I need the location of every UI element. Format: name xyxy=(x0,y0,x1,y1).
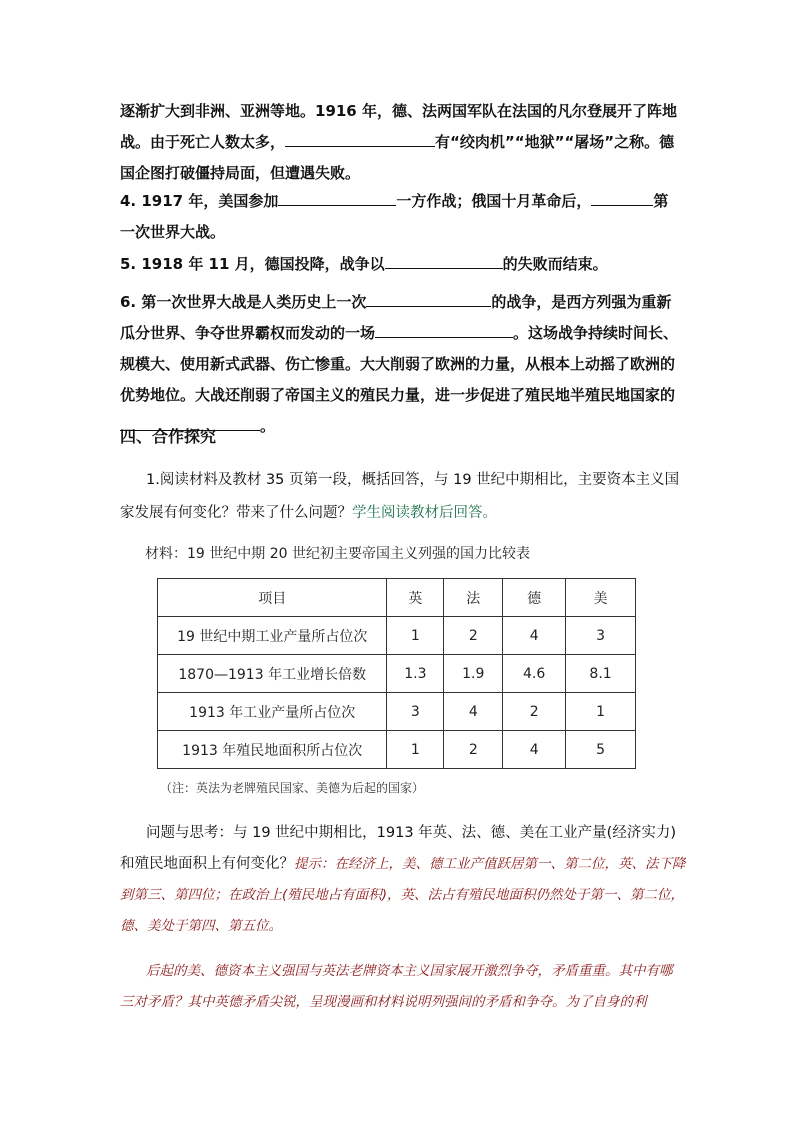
table-cell: 1.3 xyxy=(387,655,444,693)
table-row xyxy=(158,655,636,693)
table-header-cell: 法 xyxy=(444,579,503,617)
fill-blank[interactable] xyxy=(385,254,503,269)
question-2 xyxy=(120,818,690,942)
section-heading: 四、合作探究 xyxy=(120,427,217,446)
paragraph-text: 的失败而结束。 xyxy=(502,255,608,273)
fill-blank[interactable] xyxy=(278,191,396,206)
table-header-cell: 项目 xyxy=(158,579,387,617)
table-cell: 4 xyxy=(444,693,503,731)
fill-blank[interactable] xyxy=(285,132,435,147)
table-header-row xyxy=(158,579,636,617)
table-row xyxy=(158,617,636,655)
paragraph-item-5 xyxy=(120,249,680,280)
question-1 xyxy=(120,464,690,530)
fill-blank[interactable] xyxy=(366,292,491,307)
table-cell: 2 xyxy=(444,731,503,769)
table-header-cell: 德 xyxy=(503,579,566,617)
paragraph-text: 有“绞肉机”“地狱”“屠场”之称。德国企图打破僵持局面，但遭遇失败。 xyxy=(120,133,675,182)
paragraph-text: 第一次世界大战。 xyxy=(120,192,669,241)
table-cell: 4 xyxy=(503,731,566,769)
table-cell: 3 xyxy=(566,617,636,655)
question-text: 问题与思考：与 19 世纪中期相比，1913 年英、法、德、美在工业产量(经济实力)和殖民地面积上有何变化？ xyxy=(120,825,676,872)
question-hint: 提示：在经济上，美、德工业产值跃居第一、第二位，英、法下降到第三、第四位；在政治上(殖民地占有面积)，英、法占有殖民地面积仍然处于第一、第二位，德、美处于第四、第五位。 xyxy=(120,856,686,934)
table-header-cell: 英 xyxy=(387,579,444,617)
table-cell: 8.1 xyxy=(566,655,636,693)
question-text: 1.阅读材料及教材 35 页第一段，概括回答，与 19 世纪中期相比，主要资本主义国家发展有何变化？带来了什么问题？ xyxy=(120,472,680,521)
comparison-table xyxy=(157,578,636,769)
paragraph-text: 5. 1918 年 11 月，德国投降，战争以 xyxy=(120,255,385,273)
table-cell: 2 xyxy=(503,693,566,731)
table-cell: 2 xyxy=(444,617,503,655)
table-header-cell: 美 xyxy=(566,579,636,617)
paragraph-text: 一方作战；俄国十月革命后， xyxy=(396,192,592,210)
table-note: （注：英法为老牌殖民国家、美德为后起的国家） xyxy=(160,781,425,795)
table-cell: 1.9 xyxy=(444,655,503,693)
table-cell: 5 xyxy=(566,731,636,769)
paragraph-item-6 xyxy=(120,287,680,442)
table-row xyxy=(158,693,636,731)
paragraph-rivalry: 后起的美、德资本主义强国与英法老牌资本主义国家展开激烈争夺，矛盾重重。其中有哪三对矛盾？其中英德矛盾尖锐，呈现漫画和材料说明列强间的矛盾和争夺。为了自身的利 xyxy=(120,963,673,1010)
paragraph-text: 4. 1917 年，美国参加 xyxy=(120,192,279,210)
table-cell: 1913 年殖民地面积所占位次 xyxy=(158,731,387,769)
table-cell: 4.6 xyxy=(503,655,566,693)
table-cell: 1870—1913 年工业增长倍数 xyxy=(158,655,387,693)
table-cell: 1 xyxy=(387,731,444,769)
table-cell: 1913 年工业产量所占位次 xyxy=(158,693,387,731)
paragraph-text: 逐渐扩大到非洲、亚洲等地。1916 年，德、法两国军队在法国的凡尔登展开了阵地战。由于死亡人数太多， xyxy=(120,102,677,151)
paragraph-item-4 xyxy=(120,186,680,248)
fill-blank[interactable] xyxy=(591,191,653,206)
question-answer: 学生阅读教材后回答。 xyxy=(352,505,497,521)
table-cell: 3 xyxy=(387,693,444,731)
paragraph-verdun xyxy=(120,96,680,189)
fill-blank[interactable] xyxy=(375,323,513,338)
table-row xyxy=(158,731,636,769)
material-caption: 材料：19 世纪中期 20 世纪初主要帝国主义列强的国力比较表 xyxy=(145,546,530,562)
paragraph-text: 6. 第一次世界大战是人类历史上一次 xyxy=(120,293,367,311)
table-cell: 19 世纪中期工业产量所占位次 xyxy=(158,617,387,655)
paragraph-text: 的战争，是西方列强为重新瓜分世界、争夺世界霸权而发动的一场 xyxy=(120,293,672,342)
table-cell: 1 xyxy=(566,693,636,731)
table-cell: 4 xyxy=(503,617,566,655)
paragraph-text: 。这场战争持续时间长、规模大、使用新式武器、伤亡惨重。大大削弱了欧洲的力量，从根本上动摇了欧洲的优势地位。大战还削弱了帝国主义的殖民力量，进一步促进了殖民地半殖民地国家的 xyxy=(120,324,679,404)
table-cell: 1 xyxy=(387,617,444,655)
paragraph-text: 。 xyxy=(260,417,276,435)
